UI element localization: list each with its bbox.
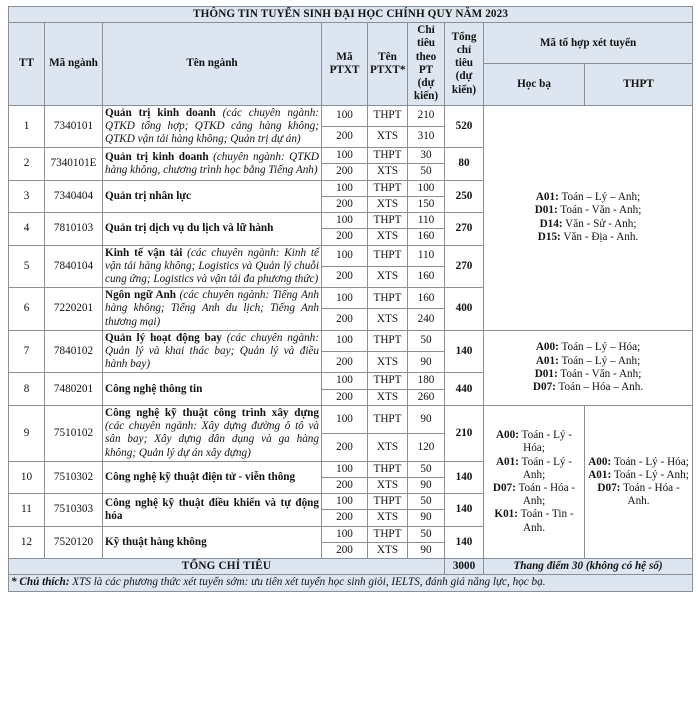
cell-ten-ptxt: XTS [368,164,408,180]
major-name: Công nghệ kỹ thuật điện tử - viễn thông [105,470,296,483]
cell-tong: 270 [445,213,484,245]
combo-code: A01: [495,455,519,468]
cell-ma-nganh: 7510303 [45,494,103,526]
table-row [9,330,693,351]
cell-ten-ptxt: THPT [368,245,408,266]
footer-scale: Thang điểm 30 (không có hệ số) [484,559,693,575]
cell-chi-tieu: 180 [408,373,445,389]
cell-chi-tieu: 50 [408,526,445,542]
combo-block-rows-1-6 [484,105,693,330]
major-name: Công nghệ thông tin [105,382,203,395]
cell-chi-tieu: 160 [408,288,445,309]
header-tt: TT [9,23,45,105]
cell-ten-ptxt: XTS [368,196,408,212]
combo-line: D07: Toán – Hóa – Anh. [532,381,644,394]
cell-ma-nganh: 7480201 [45,373,103,405]
cell-ten-nganh [103,461,322,493]
cell-ma-nganh: 7510302 [45,461,103,493]
combo-code: A01: [535,354,559,367]
major-name: Quản trị kinh doanh [105,106,216,119]
cell-chi-tieu: 100 [408,180,445,196]
combo-code: D07: [492,482,516,494]
table-row [9,405,693,433]
cell-ten-ptxt: THPT [368,494,408,510]
cell-tong: 400 [445,288,484,331]
combo-code: D07: [597,482,621,494]
cell-tong: 140 [445,526,484,558]
cell-chi-tieu: 90 [408,352,445,373]
cell-ten-ptxt: XTS [368,266,408,287]
major-name: Kỹ thuật hàng không [105,535,207,548]
cell-ten-nganh [103,330,322,373]
cell-chi-tieu: 50 [408,494,445,510]
cell-chi-tieu: 160 [408,266,445,287]
combo-line: A01: Toán - Lý - Anh; [588,468,689,481]
header-row-1 [9,23,693,64]
major-name: Quản trị nhân lực [105,189,191,202]
footer-total-label: TỔNG CHỈ TIÊU [9,559,445,575]
combo-line: D07: Toán - Hóa - Anh; [492,482,576,508]
major-spec: (chuyên ngành: QTKD hàng không, chương trình học bằng Tiếng Anh) [105,150,319,176]
major-name: Quản lý hoạt động bay [105,331,222,344]
major-spec: (các chuyên ngành: Tiếng Anh hàng không; Tiếng Anh du lịch; Tiếng Anh thương mại) [105,289,319,328]
cell-ma-ptxt: 200 [322,196,368,212]
cell-ma-nganh: 7220201 [45,288,103,331]
header-ten-nganh: Tên ngành [103,23,322,105]
cell-ma-ptxt: 100 [322,213,368,229]
cell-ten-ptxt: THPT [368,105,408,126]
cell-tong: 80 [445,148,484,180]
cell-tt: 9 [9,405,45,461]
cell-chi-tieu: 240 [408,309,445,330]
cell-ten-ptxt: THPT [368,288,408,309]
combo-code: D01: [534,367,558,380]
major-spec: (các chuyên ngành: Xây dựng đường ô tô và sân bay; Xây dựng dân dụng và ga hàng không; Quản lý dự án xây dựng) [105,420,319,459]
combo-line: A01: Toán – Lý – Anh; [535,354,641,367]
combo-line: D01: Toán - Văn - Anh; [534,204,642,217]
cell-chi-tieu: 90 [408,510,445,526]
cell-ma-nganh: 7340101 [45,105,103,148]
cell-ma-ptxt: 200 [322,433,368,461]
header-ma-to-hop: Mã tổ hợp xét tuyển [484,23,693,64]
cell-ma-ptxt: 100 [322,105,368,126]
cell-ma-ptxt: 200 [322,164,368,180]
cell-ten-nganh [103,213,322,245]
combo-line: D15: Văn - Địa - Anh. [537,230,639,243]
cell-chi-tieu: 50 [408,164,445,180]
combo-code: D07: [532,381,556,394]
cell-ma-ptxt: 100 [322,526,368,542]
cell-ma-nganh: 7840102 [45,330,103,373]
cell-tong: 140 [445,494,484,526]
cell-ma-ptxt: 200 [322,266,368,287]
combo-line: D14: Văn - Sử - Anh; [539,217,637,230]
cell-tong: 140 [445,461,484,493]
major-name: Quản trị kinh doanh [105,150,209,163]
cell-ten-nganh [103,405,322,461]
cell-ma-ptxt: 100 [322,461,368,477]
combo-code: A00: [588,455,612,468]
combo-code: A01: [588,468,612,481]
major-spec: (các chuyên ngành: QTKD tổng hợp; QTKD cảng hàng không; QTKD vận tải hàng không; Quản trị dự án) [105,106,320,145]
cell-ten-ptxt: THPT [368,461,408,477]
cell-tt: 5 [9,245,45,288]
combo-code: A00: [535,341,559,354]
cell-ma-ptxt: 200 [322,542,368,558]
cell-ten-ptxt: THPT [368,213,408,229]
cell-tong: 210 [445,405,484,461]
cell-ma-ptxt: 200 [322,309,368,330]
cell-ten-nganh [103,373,322,405]
cell-ten-nganh [103,494,322,526]
title-row [9,7,693,23]
header-ten-ptxt: Tên PTXT* [368,23,408,105]
combo-line: A01: Toán – Lý – Anh; [535,191,641,204]
cell-ten-nganh [103,245,322,288]
cell-tong: 140 [445,330,484,373]
footer-total-row [9,559,693,575]
cell-tt: 8 [9,373,45,405]
combo-code: D14: [539,217,563,230]
cell-chi-tieu: 210 [408,105,445,126]
cell-ma-nganh: 7810103 [45,213,103,245]
combo-line: A00: Toán - Lý - Hóa; [588,455,689,468]
combo-line: A01: Toán - Lý - Anh; [495,455,573,481]
cell-ten-ptxt: XTS [368,229,408,245]
combo-code: K01: [494,508,519,521]
cell-ten-ptxt: XTS [368,126,408,147]
cell-ten-nganh [103,526,322,558]
cell-ma-ptxt: 200 [322,510,368,526]
cell-ten-nganh [103,288,322,331]
cell-tt: 6 [9,288,45,331]
cell-tt: 10 [9,461,45,493]
combo-line: A00: Toán – Lý – Hóa; [535,341,641,354]
cell-tt: 7 [9,330,45,373]
cell-tt: 11 [9,494,45,526]
header-tong-chi-tieu: Tổng chỉ tiêu (dự kiến) [445,23,484,105]
cell-ma-ptxt: 200 [322,126,368,147]
cell-tt: 1 [9,105,45,148]
cell-ten-ptxt: XTS [368,478,408,494]
footnote-lead: * Chú thích: [11,576,70,589]
footnote-row [9,575,693,591]
cell-ten-ptxt: THPT [368,405,408,433]
major-spec: (các chuyên ngành: Quản lý và khai thác bay; Quản lý và điều hành bay) [105,331,319,371]
cell-ten-nganh [103,148,322,180]
cell-ma-ptxt: 100 [322,373,368,389]
combo-code: D01: [534,204,558,217]
cell-ma-ptxt: 100 [322,148,368,164]
cell-tong: 440 [445,373,484,405]
admissions-table [8,6,693,592]
combo-block-rows-7-8 [484,330,693,405]
cell-chi-tieu: 90 [408,405,445,433]
combo-block-hocba-rows-9-12 [484,405,585,558]
cell-tt: 2 [9,148,45,180]
cell-ma-ptxt: 100 [322,180,368,196]
cell-ten-ptxt: THPT [368,180,408,196]
header-chi-tieu-pt: Chỉ tiêu theo PT (dự kiến) [408,23,445,105]
cell-ma-ptxt: 100 [322,330,368,351]
footnote [9,575,693,591]
header-ma-ptxt: Mã PTXT [322,23,368,105]
combo-code: A01: [535,191,559,204]
cell-ten-ptxt: THPT [368,373,408,389]
cell-ten-ptxt: THPT [368,330,408,351]
cell-chi-tieu: 90 [408,542,445,558]
cell-ma-nganh: 7510102 [45,405,103,461]
page-title: THÔNG TIN TUYỂN SINH ĐẠI HỌC CHÍNH QUY NĂM 2023 [9,7,693,23]
cell-chi-tieu: 120 [408,433,445,461]
cell-ten-ptxt: XTS [368,510,408,526]
cell-ma-ptxt: 100 [322,405,368,433]
cell-tong: 520 [445,105,484,148]
cell-ten-ptxt: XTS [368,352,408,373]
cell-ma-nganh: 7340101E [45,148,103,180]
cell-chi-tieu: 310 [408,126,445,147]
cell-chi-tieu: 110 [408,245,445,266]
cell-chi-tieu: 90 [408,478,445,494]
major-name: Công nghệ kỹ thuật công trình xây dựng [105,406,319,419]
cell-chi-tieu: 150 [408,196,445,212]
cell-tong: 270 [445,245,484,288]
header-hoc-ba: Học bạ [484,64,585,105]
combo-code: A00: [495,429,519,442]
cell-chi-tieu: 50 [408,330,445,351]
combo-line: D01: Toán - Văn - Anh; [534,367,642,380]
cell-ma-nganh: 7340404 [45,180,103,212]
cell-ma-nganh: 7840104 [45,245,103,288]
cell-ten-ptxt: XTS [368,389,408,405]
footnote-text: XTS là các phương thức xét tuyển sớm: ưu tiên xét tuyển học sinh giỏi, IELTS, đánh giá năng lực, học bạ. [69,576,546,589]
cell-ten-ptxt: XTS [368,542,408,558]
major-name: Kinh tế vận tải [105,246,183,259]
cell-tt: 4 [9,213,45,245]
cell-chi-tieu: 160 [408,229,445,245]
cell-ma-ptxt: 200 [322,389,368,405]
major-spec: (các chuyên ngành: Kinh tế vận tải hàng không; Logistics và Quản lý chuỗi cung ứng; Logistics và vận tải đa phương thức) [105,246,319,285]
cell-ma-ptxt: 200 [322,478,368,494]
cell-chi-tieu: 260 [408,389,445,405]
combo-line: D07: Toán - Hóa - Anh. [597,482,680,508]
cell-ma-nganh: 7520120 [45,526,103,558]
cell-ten-ptxt: XTS [368,433,408,461]
major-name: Công nghệ kỹ thuật điều khiển và tự động hóa [105,496,319,522]
header-thpt: THPT [585,64,693,105]
cell-tt: 12 [9,526,45,558]
combo-code: D15: [537,230,561,243]
cell-ma-ptxt: 100 [322,288,368,309]
table-row [9,105,693,126]
combo-block-thpt-rows-9-12 [585,405,693,558]
major-name: Ngôn ngữ Anh [105,289,176,302]
header-ma-nganh: Mã ngành [45,23,103,105]
cell-chi-tieu: 30 [408,148,445,164]
cell-ten-nganh [103,105,322,148]
combo-line: K01: Toán - Tin - Anh. [494,508,574,534]
combo-line: A00: Toán - Lý - Hóa; [495,429,573,455]
cell-chi-tieu: 50 [408,461,445,477]
footer-total-value: 3000 [445,559,484,575]
major-name: Quản trị dịch vụ du lịch và lữ hành [105,222,274,235]
cell-ten-ptxt: THPT [368,526,408,542]
cell-ma-ptxt: 200 [322,229,368,245]
cell-ma-ptxt: 100 [322,494,368,510]
cell-ma-ptxt: 200 [322,352,368,373]
cell-ten-ptxt: THPT [368,148,408,164]
cell-ten-nganh [103,180,322,212]
cell-chi-tieu: 110 [408,213,445,229]
cell-tt: 3 [9,180,45,212]
cell-tong: 250 [445,180,484,212]
cell-ten-ptxt: XTS [368,309,408,330]
cell-ma-ptxt: 100 [322,245,368,266]
